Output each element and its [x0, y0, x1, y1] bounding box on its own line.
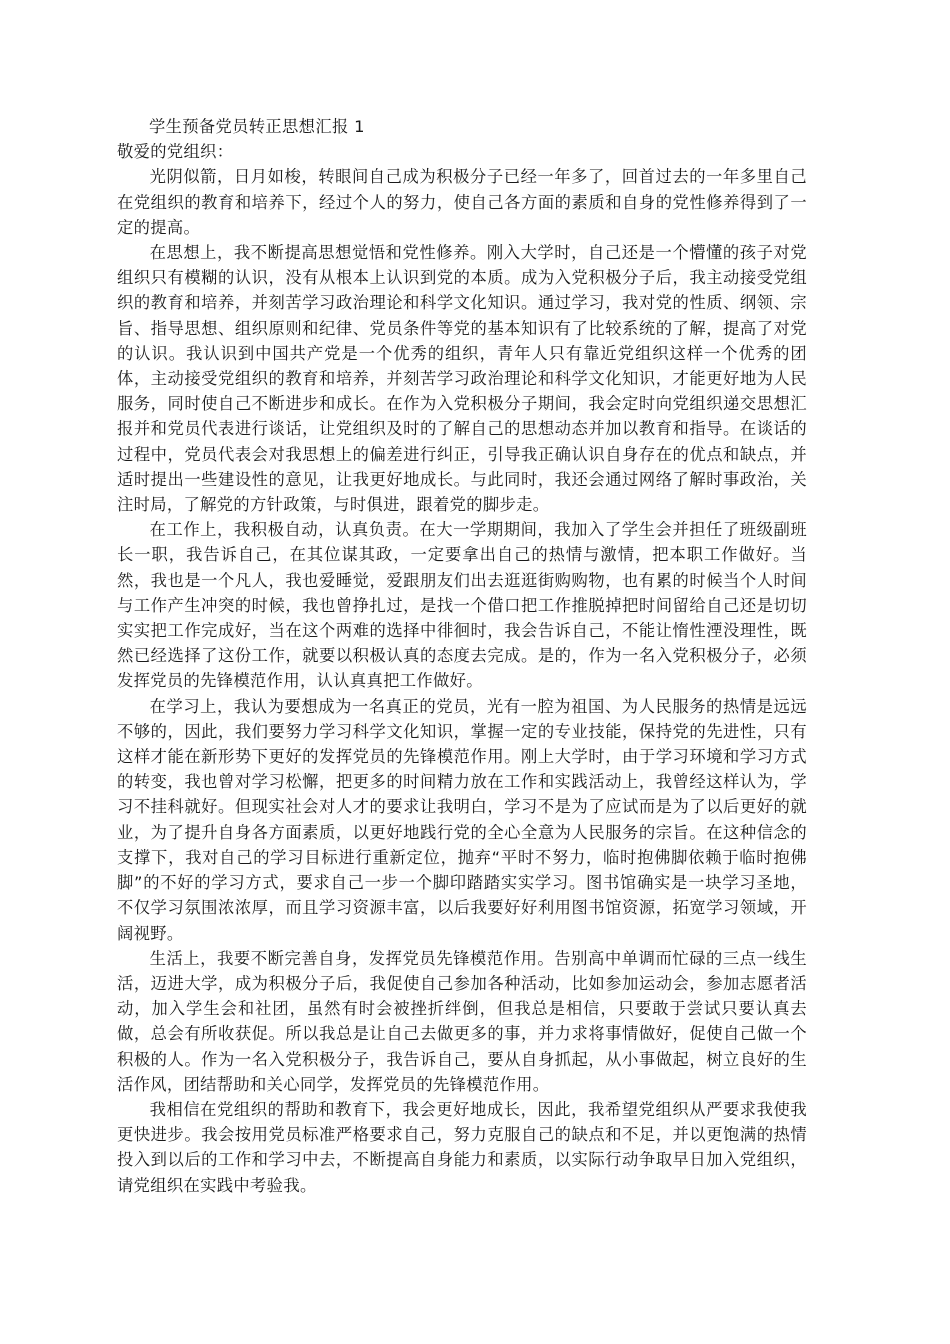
paragraph-work: 在工作上，我积极自动，认真负责。在大一学期期间，我加入了学生会并担任了班级副班长一职，我告诉自己，在其位谋其政，一定要拿出自己的热情与激情，把本职工作做好。当然，我也是一个凡人，我也爱睡觉，爱跟朋友们出去逛逛街购购物，也有累的时候当个人时间与工作产生冲突的时候，我也曾挣扎过，是找一个借口把工作推脱掉把时间留给自己还是切切实实把工作完成好，当在这个两难的选择中徘徊时，我会告诉自己，不能让惰性湮没理性，既然已经选择了这份工作，就要以积极认真的态度去完成。是的，作为一名入党积极分子，必须发挥党员的先锋模范作用，认认真真把工作做好。 — [117, 520, 807, 691]
paragraph-life: 生活上，我要不断完善自身，发挥党员先锋模范作用。告别高中单调而忙碌的三点一线生活，迈进大学，成为积极分子后，我促使自己参加各种活动，比如参加运动会，参加志愿者活动，加入学生会和社团，虽然有时会被挫折绊倒，但我总是相信，只要敢于尝试只要认真去做，总会有所收获促。所以我总是让自己去做更多的事，并力求将事情做好，促使自己做一个积极的人。作为一名入党积极分子，我告诉自己，要从自身抓起，从小事做起，树立良好的生活作风，团结帮助和关心同学，发挥党员的先锋模范作用。 — [117, 948, 807, 1094]
document-title: 学生预备党员转正思想汇报 1 — [149, 117, 365, 136]
paragraph-thought: 在思想上，我不断提高思想觉悟和党性修养。刚入大学时，自己还是一个懵懂的孩子对党组织只有模糊的认识，没有从根本上认识到党的本质。成为入党积极分子后，我主动接受党组织的教育和培养，并刻苦学习政治理论和科学文化知识。通过学习，我对党的性质、纲领、宗旨、指导思想、组织原则和纪律、党员条件等党的基本知识有了比较系统的了解，提高了对党的认识。我认识到中国共产党是一个优秀的组织，青年人只有靠近党组织这样一个优秀的团体，主动接受党组织的教育和培养，并刻苦学习政治理论和科学文化知识，才能更好地为人民服务，同时使自己不断进步和成长。在作为入党积极分子期间，我会定时向党组织递交思想汇报并和党员代表进行谈话，让党组织及时的了解自己的思想动态并加以教育和指导。在谈话的过程中，党员代表会对我思想上的偏差进行纠正，引导我正确认识自身存在的优点和缺点，并适时提出一些建设性的意见，让我更好地成长。与此同时，我还会通过网络了解时事政治，关注时局，了解党的方针政策，与时俱进，跟着党的脚步走。 — [117, 243, 807, 515]
paragraph-conclusion: 我相信在党组织的帮助和教育下，我会更好地成长，因此，我希望党组织从严要求我使我更快进步。我会按用党员标准严格要求自己，努力克服自己的缺点和不足，并以更饱满的热情投入到以后的工作和学习中去，不断提高自身能力和素质，以实际行动争取早日加入党组织，请党组织在实践中考验我。 — [117, 1099, 807, 1195]
salutation: 敬爱的党组织： — [117, 142, 234, 162]
paragraph-study: 在学习上，我认为要想成为一名真正的党员，光有一腔为祖国、为人民服务的热情是远远不够的，因此，我们要努力学习科学文化知识，掌握一定的专业技能，保持党的先进性，只有这样才能在新形势下更好的发挥党员的先锋模范作用。刚上大学时，由于学习环境和学习方式的转变，我也曾对学习松懈，把更多的时间精力放在工作和实践活动上，我曾经这样认为，学习不挂科就好。但现实社会对人才的要求让我明白，学习不是为了应试而是为了以后更好的就业，为了提升自身各方面素质，以更好地践行党的全心全意为人民服务的宗旨。在这种信念的支撑下，我对自己的学习目标进行重新定位，抛弃“平时不努力，临时抱佛脚依赖于临时抱佛脚”的不好的学习方式，要求自己一步一个脚印踏踏实实学习。图书馆确实是一块学习圣地，不仅学习氛围浓浓厚，而且学习资源丰富，以后我要好好利用图书馆资源，拓宽学习领域，开阔视野。 — [117, 696, 807, 943]
document-page — [117, 114, 807, 1198]
paragraph-intro: 光阴似箭，日月如梭，转眼间自己成为积极分子已经一年多了，回首过去的一年多里自己在党组织的教育和培养下，经过个人的努力，使自己各方面的素质和自身的党性修养得到了一定的提高。 — [117, 167, 807, 237]
